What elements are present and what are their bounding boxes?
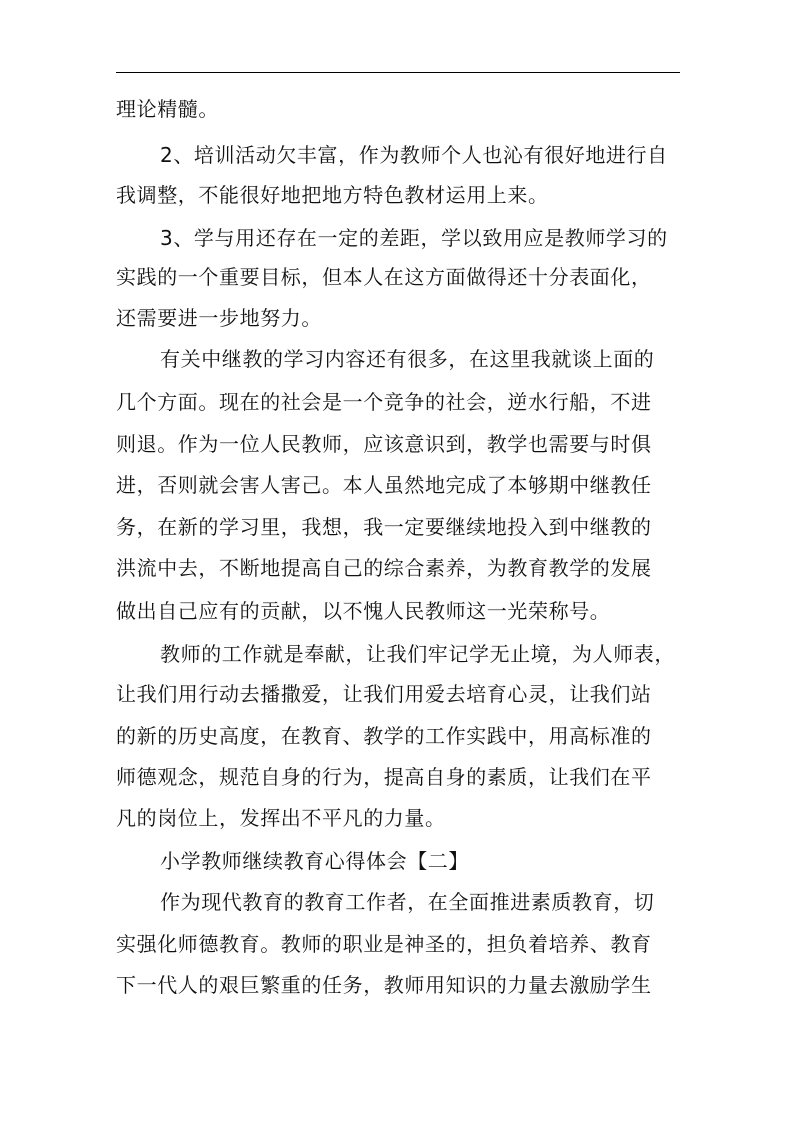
text-line: 务，在新的学习里，我想，我一定要继续地投入到中继教的 — [116, 515, 652, 539]
section-heading: 小学教师继续教育心得体会【二】 — [160, 849, 469, 873]
text-line: 洪流中去，不断地提高自己的综合素养，为教育教学的发展 — [116, 556, 652, 580]
text-line: 师德观念，规范自身的行为，提高自身的素质，让我们在平 — [116, 765, 652, 789]
text-line: 2、培训活动欠丰富，作为教师个人也沁有很好地进行自 — [160, 143, 668, 167]
text-line: 实践的一个重要目标，但本人在这方面做得还十分表面化， — [116, 265, 652, 289]
text-line: 还需要进一步地努力。 — [116, 306, 322, 330]
text-line: 实强化师德教育。教师的职业是神圣的，担负着培养、教育 — [116, 932, 652, 956]
header-rule — [116, 72, 680, 73]
text-line: 作为现代教育的教育工作者，在全面推进素质教育，切 — [160, 890, 655, 914]
text-line: 3、学与用还存在一定的差距，学以致用应是教师学习的 — [160, 226, 668, 250]
text-line: 几个方面。现在的社会是一个竞争的社会，逆水行船，不进 — [116, 390, 652, 414]
text-line: 下一代人的艰巨繁重的任务，教师用知识的力量去激励学生 — [116, 973, 652, 997]
text-line: 的新的历史高度，在教育、教学的工作实践中，用高标准的 — [116, 724, 652, 748]
text-line: 则退。作为一位人民教师，应该意识到，教学也需要与时俱 — [116, 432, 652, 456]
text-line: 做出自己应有的贡献，以不愧人民教师这一光荣称号。 — [116, 599, 611, 623]
text-line: 我调整，不能很好地把地方特色教材运用上来。 — [116, 183, 549, 207]
text-line: 凡的岗位上，发挥出不平凡的力量。 — [116, 806, 446, 830]
text-line: 让我们用行动去播撒爱，让我们用爱去培育心灵，让我们站 — [116, 682, 652, 706]
text-line: 进，否则就会害人害己。本人虽然地完成了本够期中继教任 — [116, 473, 652, 497]
text-line: 理论精髓。 — [116, 97, 219, 121]
text-line: 教师的工作就是奉献，让我们牢记学无止境，为人师表， — [160, 642, 675, 666]
text-line: 有关中继教的学习内容还有很多，在这里我就谈上面的 — [160, 347, 655, 371]
